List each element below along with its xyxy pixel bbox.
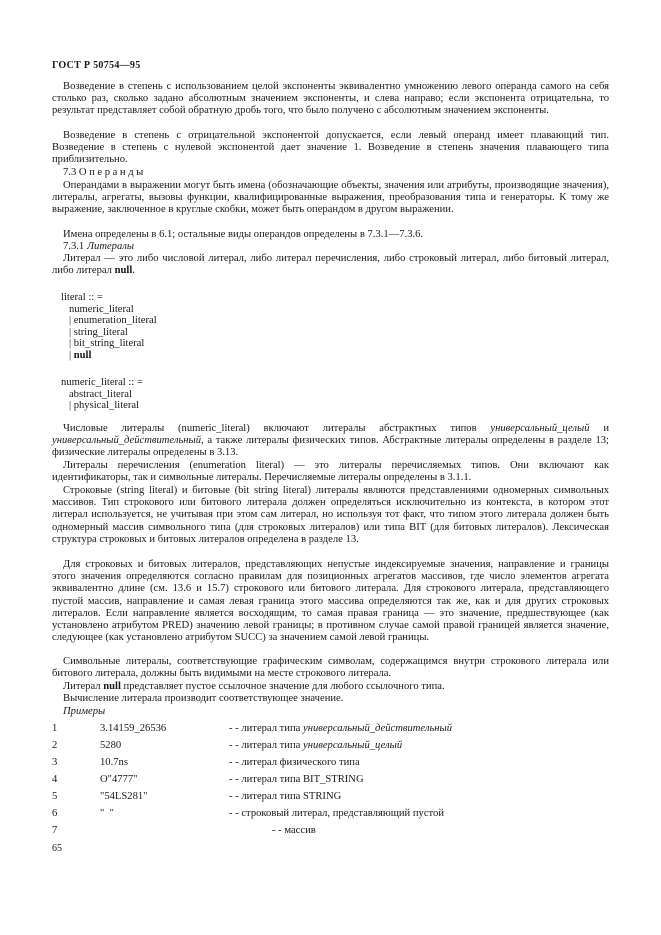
text: и xyxy=(589,423,609,434)
italic-term: универсальный_целый xyxy=(490,423,590,434)
example-row xyxy=(52,808,609,821)
example-number: 6 xyxy=(52,808,58,819)
example-code: "54LS281" xyxy=(100,791,148,802)
example-row xyxy=(52,774,609,787)
example-number: 7 xyxy=(52,825,58,836)
grammar-numeric-literal xyxy=(61,377,143,412)
grammar-line: abstract_literal xyxy=(61,388,132,400)
section-heading-7-3-1 xyxy=(63,241,134,253)
example-comment xyxy=(229,774,364,785)
example-code: " " xyxy=(100,808,114,819)
grammar-line: | enumeration_literal xyxy=(61,315,157,327)
example-comment xyxy=(229,791,341,802)
document-header: ГОСТ Р 50754—95 xyxy=(52,60,141,71)
section-heading-7-3 xyxy=(63,167,146,179)
grammar-line: literal :: = xyxy=(61,292,103,303)
example-row xyxy=(52,757,609,770)
grammar-line xyxy=(61,350,157,362)
keyword-null: null xyxy=(103,681,121,692)
grammar-line: numeric_literal :: = xyxy=(61,377,143,388)
keyword-null: null xyxy=(114,265,133,277)
example-number: 2 xyxy=(52,740,58,751)
text: , а также литералы физических типов. Абстрактные литералы определены в разделе 13; физические литералы определены в 3.13. xyxy=(52,435,609,459)
text: представляет пустое ссылочное значение для любого ссылочного типа. xyxy=(120,681,445,692)
example-number: 1 xyxy=(52,723,58,734)
paragraph-enumeration-literals: Литералы перечисления (enumeration literal) — это литералы перечисляемых типов. Они включают как идентификаторы, так и символьные литералы. Перечисляемые литералы определены в 3.1.1. xyxy=(52,460,609,484)
text: - - литерал типа STRING xyxy=(229,791,342,802)
grammar-line: | string_literal xyxy=(61,326,128,338)
text: - - массив xyxy=(272,825,316,836)
example-code: 5280 xyxy=(100,740,122,751)
italic-term: универсальный_действительный xyxy=(52,435,202,447)
example-comment xyxy=(229,723,452,734)
example-row xyxy=(52,825,609,838)
italic-term: универсальный_целый xyxy=(303,740,403,751)
paragraph-character-literals: Символьные литералы, соответствующие графическим символам, содержащимся внутри строкового литерала или битового литерала, должны быть видимыми на месте строкового литерала. xyxy=(52,656,609,680)
example-comment xyxy=(229,757,360,768)
paragraph-exponent-integer: Возведение в степень с использованием целой экспоненты эквивалентно умножению левого операнда самого на себя столько раз, сколько задано абсолютным значением экспоненты, и слева направо; если экспонента отрицательна, то результат представляет собой обратную дробь того, что было получено с абсолютным значением экспоненты. xyxy=(52,81,609,117)
example-number: 3 xyxy=(52,757,58,768)
text: - - литерал физического типа xyxy=(229,757,360,768)
paragraph-direction-bounds: Для строковых и битовых литералов, представляющих непустые индексируемые значения, направление и границы этого значения определяются согласно правилам для позиционных агрегатов массивов, где число элементов агрегата эквивалентно длине (см. 13.6 и 15.7) строкового или битового литерала. Для строкового литерала, представляющего пустой массив, направление и самая левая граница этого массива определяются так же, как и для других строковых литералов. Если направление является восходящим, то самая правая граница — это значение, предшествующее (как установлено атрибутом PRED) значению левой границы; в противном случае самой правой границей является значение, следующее (как установлено атрибутом SUCC) за значением самой левой границы. xyxy=(52,559,609,644)
grammar-line: | bit_string_literal xyxy=(61,338,145,350)
paragraph-names-defined: Имена определены в 6.1; остальные виды операндов определены в 7.3.1—7.3.6. xyxy=(63,229,424,240)
paragraph-literal-definition xyxy=(52,253,609,277)
examples-title xyxy=(63,706,105,718)
example-code: 3.14159_26536 xyxy=(100,723,167,734)
section-number: 7.3 xyxy=(63,167,77,178)
examples-label: Примеры xyxy=(63,706,106,717)
text: - - литерал типа BIT_STRING xyxy=(229,774,364,785)
example-number: 5 xyxy=(52,791,58,802)
example-row xyxy=(52,740,609,753)
grammar-line: | physical_literal xyxy=(61,400,140,412)
paragraph-operands: Операндами в выражении могут быть имена (обозначающие объекты, значения или атрибуты, производящие значения), литералы, агрегаты, вызовы функции, квалифицированные выражения, преобразования типа и генераторы. К тому же выражение, заключенное в круглые скобки, может быть операндом в другом выражении. xyxy=(52,180,609,216)
text: Литерал — это либо числовой литерал, либо литерал перечисления, либо строковый литерал, либо битовый литерал, либо литерал xyxy=(52,253,609,277)
italic-term: универсальный_действительный xyxy=(303,723,453,734)
text: | xyxy=(61,349,74,361)
paragraph-null-literal xyxy=(52,681,609,693)
text: - - литерал типа xyxy=(229,723,303,734)
example-row xyxy=(52,723,609,736)
grammar-line: numeric_literal xyxy=(61,303,134,315)
text: Числовые литералы (numeric_literal) включают литералы абстрактных типов xyxy=(63,423,491,434)
section-title: Операнды xyxy=(78,167,146,178)
example-comment xyxy=(229,740,402,751)
section-title: Литералы xyxy=(86,241,135,252)
example-code: 10.7ns xyxy=(100,757,128,768)
text: Литерал xyxy=(63,681,104,692)
keyword-null: null xyxy=(73,349,92,361)
example-code: O"4777" xyxy=(100,774,138,785)
paragraph-evaluation: Вычисление литерала производит соответствующее значение. xyxy=(63,693,344,704)
section-number: 7.3.1 xyxy=(63,241,85,252)
example-comment xyxy=(272,825,316,836)
text: - - строковый литерал, представляющий пустой xyxy=(229,808,444,819)
example-number: 4 xyxy=(52,774,58,785)
example-comment xyxy=(229,808,444,819)
text: . xyxy=(132,265,135,277)
example-row xyxy=(52,791,609,804)
page-number: 65 xyxy=(52,843,62,854)
text: - - литерал типа xyxy=(229,740,303,751)
paragraph-string-bit-literals: Строковые (string literal) и битовые (bit string literal) литералы являются представлениями одномерных символьных массивов. Тип строкового или битового литерала должен определяться исключительно из контекста, в котором этот литерал используется, не учитывая при этом сам литерал, но используя тот факт, что типом этого литерала должен быть одномерный массив символьного типа (для строковых литералов) или типа BIT (для битовых литералов). Лексическая структура строковых и битовых литералов определена в разделе 13. xyxy=(52,485,609,545)
paragraph-numeric-literals xyxy=(52,423,609,460)
paragraph-exponent-negative: Возведение в степень с отрицательной экспонентой допускается, если левый операнд имеет плавающий тип. Возведение в степень с нулевой экспонентой дает значение 1. Возведение в степень значения плавающего типа приблизительно. xyxy=(52,130,609,166)
grammar-literal xyxy=(61,292,157,362)
